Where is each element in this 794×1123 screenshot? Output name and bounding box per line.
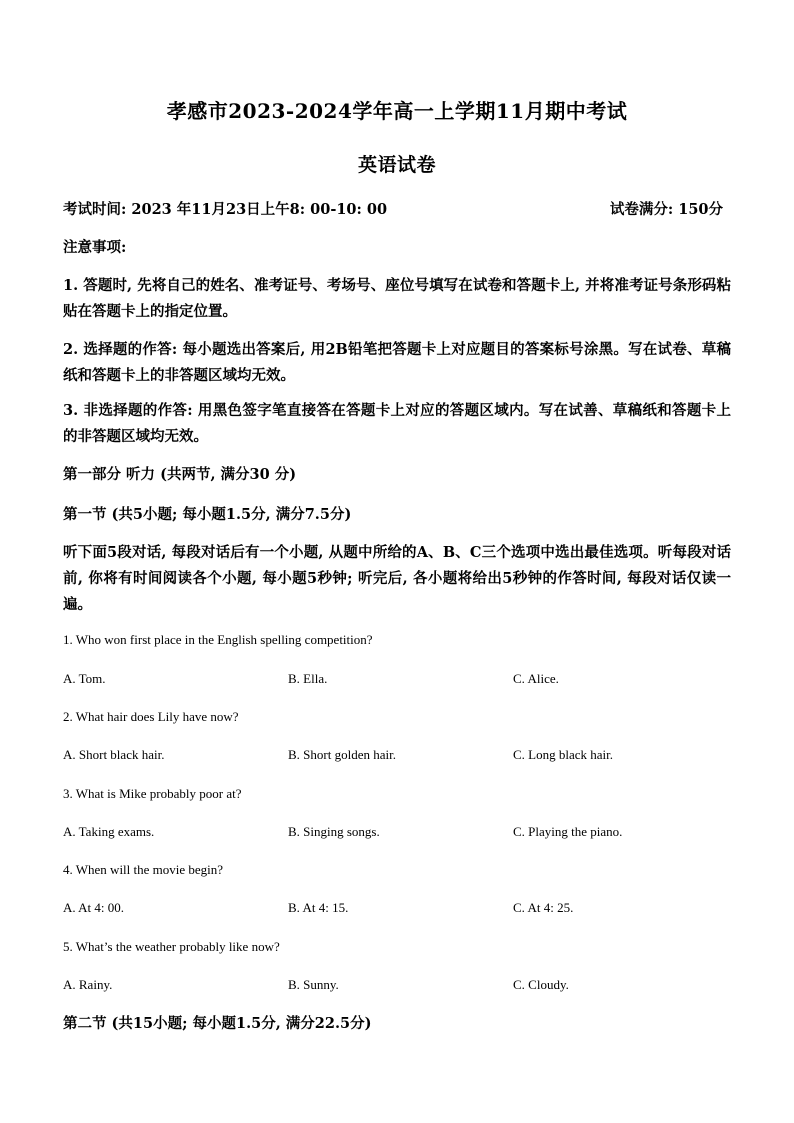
question-5-option-a: A. Rainy. [63,977,113,992]
question-4-option-a: A. At 4: 00. [63,900,125,915]
notice-item-2: 2. 选择题的作答: 每小题选出答案后, 用2B铅笔把答题卡上对应题目的答案标号涂黑。写在试卷、草稿纸和答题卡上的非答题区域均无效。 [63,341,731,384]
full-score: 试卷满分: 150分 [609,201,723,218]
question-2-option-b: B. Short golden hair. [288,747,396,762]
page-title: 孝感市2023-2024学年高一上学期11月期中考试 [166,99,628,123]
question-2-stem: 2. What hair does Lily have now? [63,709,239,724]
question-5-stem: 5. What’s the weather probably like now? [63,939,280,954]
notice-item-1: 1. 答题时, 先将自己的姓名、准考证号、考场号、座位号填写在试卷和答题卡上, 并将准考证号条形码粘贴在答题卡上的指定位置。 [63,277,731,320]
question-1-option-c: C. Alice. [513,671,559,686]
question-4-stem: 4. When will the movie begin? [63,862,224,877]
notice-item-3: 3. 非选择题的作答: 用黑色签字笔直接答在答题卡上对应的答题区域内。写在试善、草稿纸和答题卡上的非答题区域均无效。 [63,402,731,445]
question-3-option-a: A. Taking exams. [63,824,155,839]
notice-heading: 注意事项: [63,239,127,256]
question-5-option-b: B. Sunny. [288,977,339,992]
section2-heading: 第二节 (共15小题; 每小题1.5分, 满分22.5分) [63,1015,372,1032]
exam-time: 考试时间: 2023 年11月23日上午8: 00-10: 00 [63,201,388,218]
section1-instructions: 听下面5段对话, 每段对话后有一个小题, 从题中所给的A、B、C三个选项中选出最佳选项。听每段对话前, 你将有时间阅读各个小题, 每小题5秒钟; 听完后, 各小题将给出5秒钟的作答时间, 每段对话仅读一遍。 [63,544,731,613]
section1-heading: 第一节 (共5小题; 每小题1.5分, 满分7.5分) [63,506,352,523]
question-1-option-b: B. Ella. [288,671,328,686]
question-2-option-c: C. Long black hair. [513,747,614,762]
part1-heading: 第一部分 听力 (共两节, 满分30 分) [63,466,297,483]
question-4-option-c: C. At 4: 25. [513,900,574,915]
question-1-option-a: A. Tom. [63,671,106,686]
question-3-stem: 3. What is Mike probably poor at? [63,786,242,801]
question-3-option-b: B. Singing songs. [288,824,380,839]
question-3-option-c: C. Playing the piano. [513,824,623,839]
question-4-option-b: B. At 4: 15. [288,900,349,915]
question-1-stem: 1. Who won first place in the English spelling competition? [63,632,373,647]
page-subtitle: 英语试卷 [357,154,436,176]
question-5-option-c: C. Cloudy. [513,977,569,992]
question-2-option-a: A. Short black hair. [63,747,165,762]
